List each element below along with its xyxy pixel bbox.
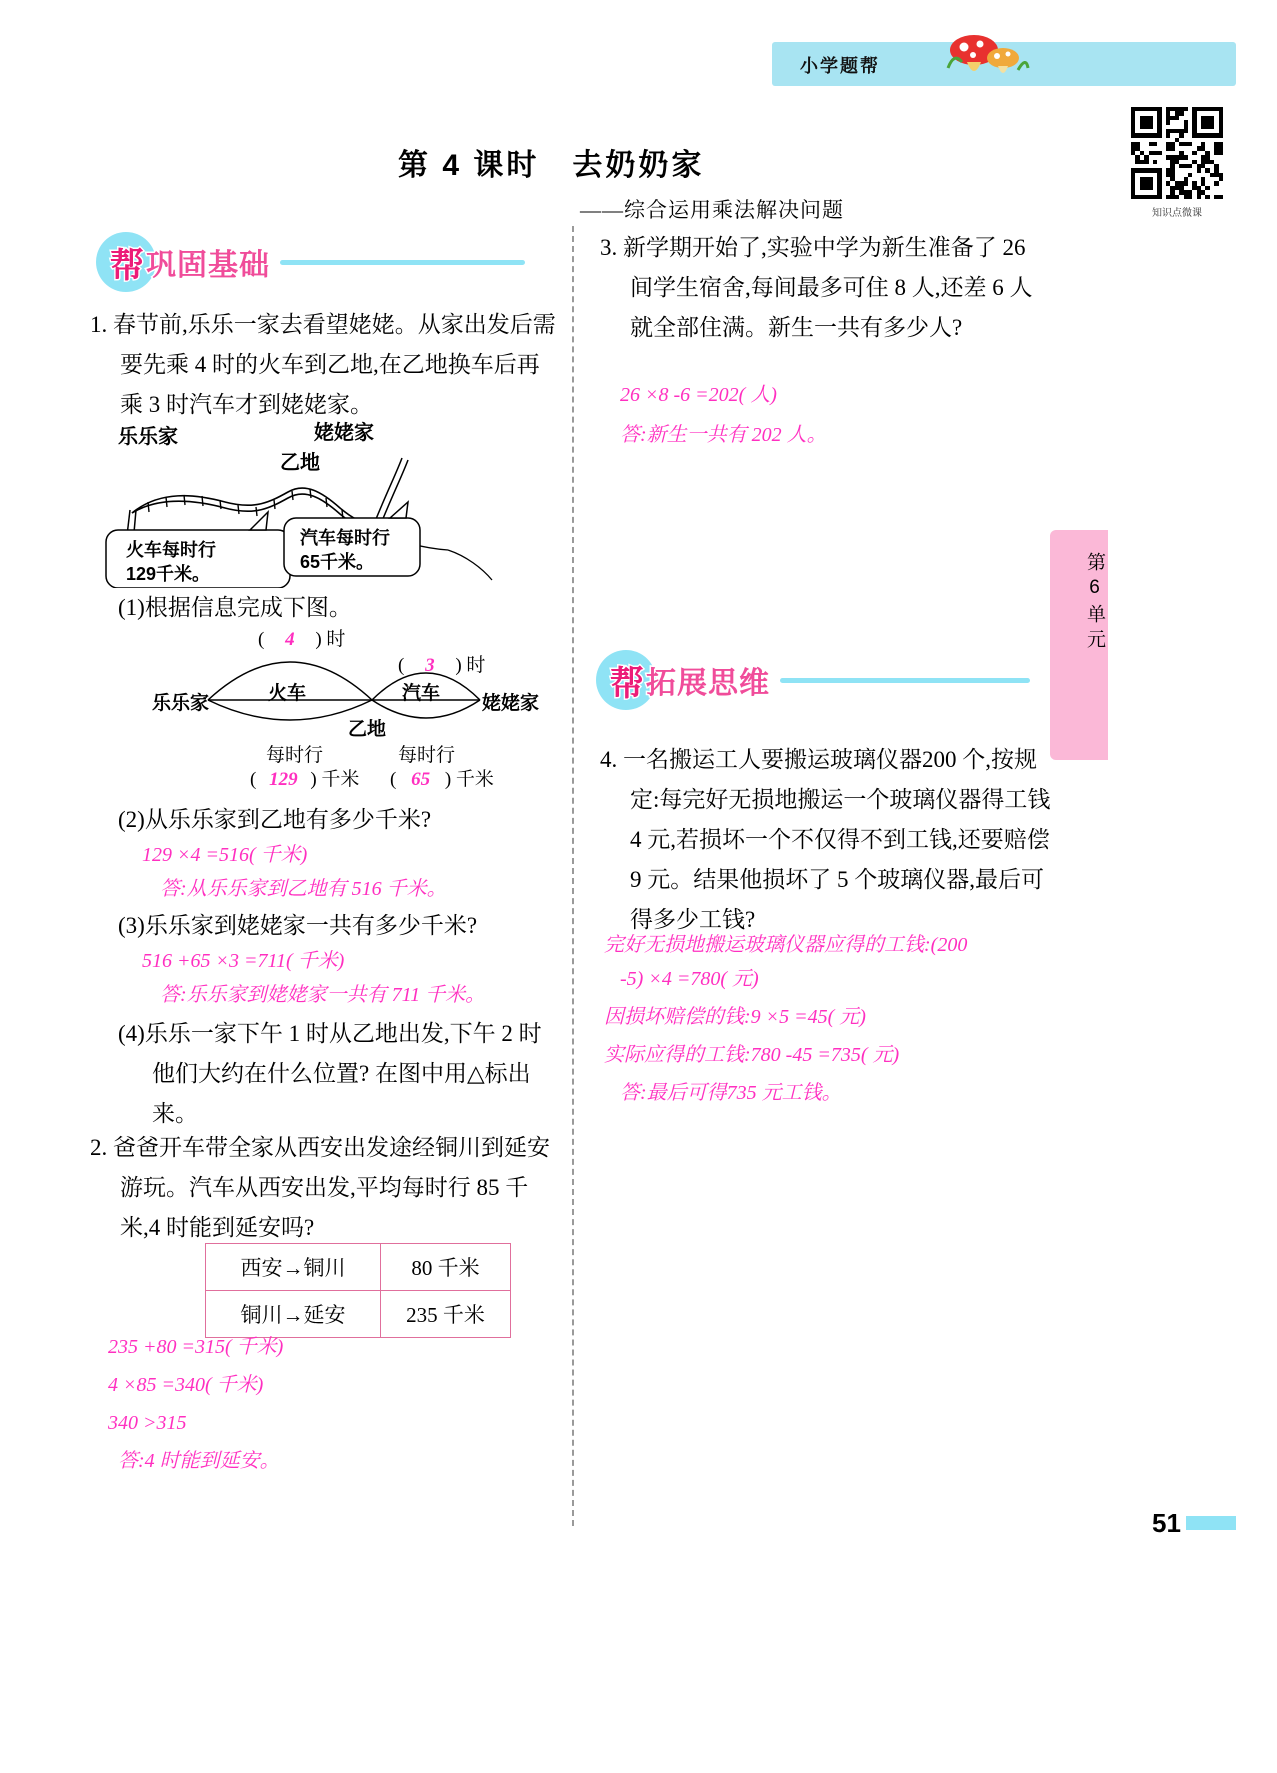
problem-4-number: 4. [600, 747, 618, 772]
bracket-open: ( [250, 769, 257, 790]
bracket-close: ) 千米 [310, 769, 360, 790]
section-label: 巩固基础 [146, 249, 270, 282]
problem-4-answer-5: 答:最后可得735 元工钱。 [620, 1082, 842, 1104]
arc-diagram [150, 618, 560, 790]
bracket-close: ) 千米 [444, 769, 494, 790]
bubble-bus-line2: 65千米。 [300, 552, 375, 572]
bubble-bus-line1: 汽车每时行 [300, 528, 390, 548]
bracket-close: ) 时 [315, 629, 346, 650]
bracket-open: ( [398, 655, 405, 676]
problem-3-text [600, 228, 1052, 348]
table-cell-distance: 235 千米 [381, 1291, 511, 1338]
map-label-grandma: 姥姥家 [314, 422, 374, 444]
problem-1-sub2-answer-1: 129 ×4 =516( 千米) [142, 844, 308, 866]
section-rule [280, 260, 525, 265]
problem-1-body: 春节前,乐乐一家去看望姥姥。从家出发后需要先乘 4 时的火车到乙地,在乙地换车后再乘 3 时汽车才到姥姥家。 [113, 312, 556, 417]
bracket-open: ( [390, 769, 397, 790]
badge-bang-label: 帮 [110, 247, 144, 285]
problem-4-answer-1: 完好无损地搬运玻璃仪器应得的工钱:(200 [604, 934, 968, 956]
table-cell-route: 西安→铜川 [206, 1244, 381, 1291]
problem-2-number: 2. [90, 1135, 108, 1160]
arc-node-left: 乐乐家 [152, 693, 210, 714]
problem-2-answer-4: 答:4 时能到延安。 [118, 1450, 280, 1472]
column-divider [572, 226, 574, 1526]
qr-code[interactable] [1128, 104, 1226, 202]
mushroom-decoration-icon [940, 28, 1030, 90]
arc-bottom-left-bracket [250, 764, 359, 791]
bracket-open: ( [258, 629, 265, 650]
bracket-close: ) 时 [455, 655, 486, 676]
route-map-illustration [100, 418, 540, 588]
problem-3-number: 3. [600, 235, 618, 260]
problem-2-answer-1: 235 +80 =315( 千米) [108, 1336, 284, 1358]
problem-1-sub2-label: (2)从乐乐家到乙地有多少千米? [118, 807, 432, 832]
problem-1-sub4-label: (4)乐乐一家下午 1 时从乙地出发,下午 2 时他们大约在什么位置? 在图中用△标出来。 [118, 1021, 542, 1126]
problem-3-answer-2: 答:新生一共有 202 人。 [620, 424, 827, 446]
page-number: 51 [1152, 1508, 1181, 1538]
table-cell-route: 铜川→延安 [206, 1291, 381, 1338]
problem-2-text [90, 1128, 560, 1248]
map-label-mid: 乙地 [280, 452, 320, 474]
arc-label-bus: 汽车 [402, 683, 441, 704]
distance-table [205, 1243, 511, 1338]
problem-2-answer-2: 4 ×85 =340( 千米) [108, 1374, 264, 1396]
arc-bottom-right-label: 每时行 [398, 745, 456, 766]
section-rule [780, 678, 1030, 683]
footer-accent-bar [1186, 1516, 1236, 1530]
unit-side-tab-label: 第6单元 [1084, 552, 1105, 654]
problem-2-body: 爸爸开车带全家从西安出发途经铜川到延安游玩。汽车从西安出发,平均每时行 85 千米,4 时能到延安吗? [113, 1135, 550, 1240]
problem-4-text [600, 740, 1052, 940]
bubble-train-line1: 火车每时行 [126, 540, 216, 560]
page-subtitle: ——综合运用乘法解决问题 [580, 198, 844, 222]
problem-1-sub3-answer-2: 答:乐乐家到姥姥家一共有 711 千米。 [160, 984, 486, 1006]
section-label: 拓展思维 [646, 667, 770, 700]
header-title: 小学题帮 [800, 56, 880, 76]
problem-3-body: 新学期开始了,实验中学为新生准备了 26 间学生宿舍,每间最多可住 8 人,还差 6 人就全部住满。新生一共有多少人? [623, 235, 1033, 340]
table-cell-distance: 80 千米 [381, 1244, 511, 1291]
section-header-consolidate [96, 232, 525, 292]
arc-bottom-left-label: 每时行 [266, 745, 324, 766]
arc-node-right: 姥姥家 [482, 693, 540, 714]
problem-1-text [90, 305, 560, 425]
problem-3-answer-1: 26 ×8 -6 =202( 人) [620, 384, 777, 406]
arc-node-mid: 乙地 [348, 719, 387, 740]
arc-top-right-bracket [398, 650, 485, 677]
problem-1-sub3-answer-1: 516 +65 ×3 =711( 千米) [142, 950, 345, 972]
table-row [206, 1244, 511, 1291]
problem-2-answer-3: 340 >315 [108, 1412, 187, 1434]
problem-1-number: 1. [90, 312, 108, 337]
problem-1-sub3-label: (3)乐乐家到姥姥家一共有多少千米? [118, 913, 478, 938]
problem-4-body: 一名搬运工人要搬运玻璃仪器200 个,按规定:每完好无损地搬运一个玻璃仪器得工钱4 元,若损坏一个不仅得不到工钱,还要赔偿 9 元。结果他损坏了 5 个玻璃仪器,最后可得多少工钱? [623, 747, 1051, 932]
page-title: 第 4 课时 去奶奶家 [398, 149, 705, 182]
problem-1-sub2-answer-2: 答:从乐乐家到乙地有 516 千米。 [160, 878, 447, 900]
qr-caption: 知识点微课 [1152, 208, 1202, 219]
problem-4-answer-3: 因损坏赔偿的钱:9 ×5 =45( 元) [604, 1006, 866, 1028]
badge-bang-label: 帮 [610, 665, 644, 703]
problem-4-answer-4: 实际应得的工钱:780 -45 =735( 元) [604, 1044, 900, 1066]
problem-1-sub1-label: (1)根据信息完成下图。 [118, 595, 352, 620]
map-label-home: 乐乐家 [118, 426, 178, 448]
arc-bottom-left-value[interactable]: 129 [269, 769, 298, 790]
section-header-expand [596, 650, 1030, 710]
arc-bottom-right-value[interactable]: 65 [411, 769, 431, 790]
arc-top-left-bracket [258, 624, 345, 651]
arc-top-right-value[interactable]: 3 [425, 655, 435, 676]
arc-label-train: 火车 [268, 683, 307, 704]
unit-side-tab [1050, 530, 1108, 760]
bubble-train-line2: 129千米。 [126, 564, 211, 584]
arc-bottom-right-bracket [390, 764, 494, 791]
arc-top-left-value[interactable]: 4 [285, 629, 295, 650]
problem-4-answer-2: -5) ×4 =780( 元) [620, 968, 759, 990]
